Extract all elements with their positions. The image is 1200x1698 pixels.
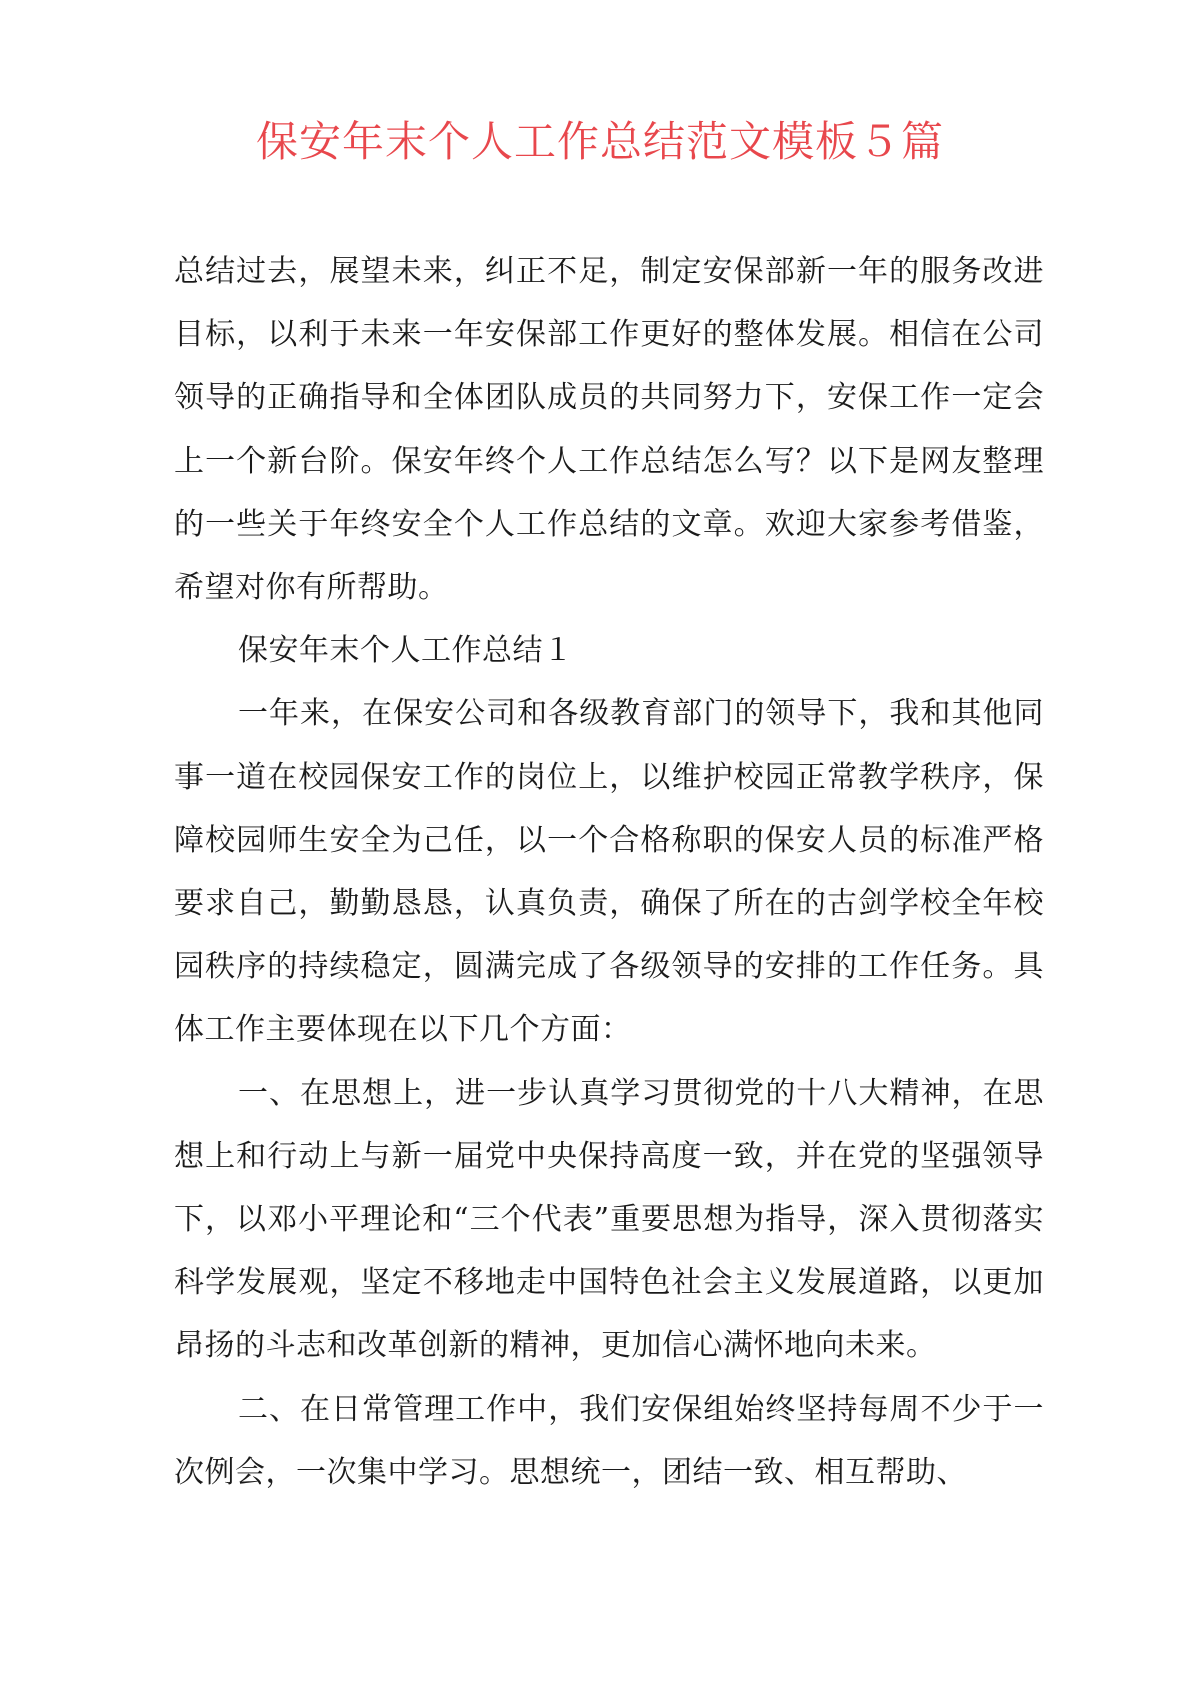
body-paragraph-3: 二、在日常管理工作中，我们安保组始终坚持每周不少于一次例会，一次集中学习。思想统一，团结一致、相互帮助、 [174,1391,1044,1490]
body-paragraph-1: 一年来，在保安公司和各级教育部门的领导下，我和其他同事一道在校园保安工作的岗位上，以维护校园正常教学秩序，保障校园师生安全为己任，以一个合格称职的保安人员的标准严格要求自己，勤勤恳恳，认真负责，确保了所在的古剑学校全年校园秩序的持续稳定，圆满完成了各级领导的安排的工作任务。具体工作主要体现在以下几个方面： [174,696,1044,1048]
document-title: 保安年末个人工作总结范文模板５篇 [255,117,944,166]
body-paragraph-2: 一、在思想上，进一步认真学习贯彻党的十八大精神，在思想上和行动上与新一届党中央保持高度一致，并在党的坚强领导下，以邓小平理论和“三个代表”重要思想为指导，深入贯彻落实科学发展观，坚定不移地走中国特色社会主义发展道路，以更加昂扬的斗志和改革创新的精神，更加信心满怀地向未来。 [174,1075,1044,1364]
section-heading-1: 保安年末个人工作总结１ [238,633,574,669]
intro-paragraph: 总结过去，展望未来，纠正不足，制定安保部新一年的服务改进目标，以利于未来一年安保部工作更好的整体发展。相信在公司领导的正确指导和全体团队成员的共同努力下，安保工作一定会上一个新台阶。保安年终个人工作总结怎么写？以下是网友整理的一些关于年终安全个人工作总结的文章。欢迎大家参考借鉴，希望对你有所帮助。 [174,254,1044,606]
document-body [174,240,1044,1504]
